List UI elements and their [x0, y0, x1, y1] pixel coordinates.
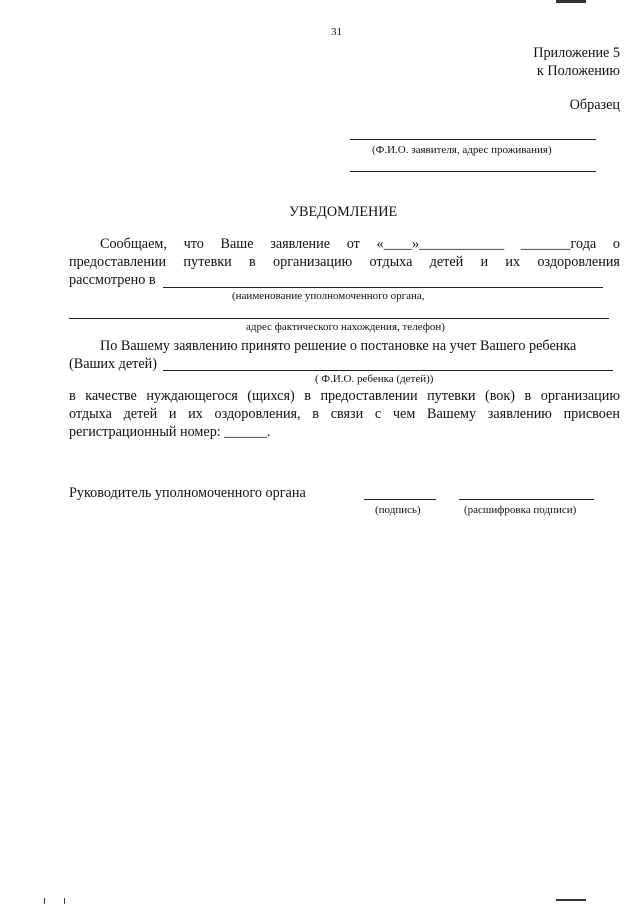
authority-address-line	[69, 318, 609, 319]
para1-word: Сообщаем,	[100, 236, 167, 252]
para2-word: в	[524, 388, 532, 404]
child-caption: ( Ф.И.О. ребенка (детей))	[315, 373, 434, 385]
head-of-authority-label: Руководитель уполномоченного органа	[69, 485, 306, 501]
regulation-label: к Положению	[536, 63, 620, 79]
para2-word: и	[168, 406, 177, 422]
para2-word: качестве	[85, 388, 137, 404]
sample-label: Образец	[569, 97, 620, 113]
para2-word: связи	[330, 406, 364, 422]
para1-word: о	[612, 236, 620, 252]
authority-name-line	[163, 287, 603, 288]
para2-word: оздоровления,	[214, 406, 301, 422]
authority-caption: (наименование уполномоченного органа,	[232, 290, 425, 302]
para2-word: детей	[123, 406, 158, 422]
para2-word: в	[69, 388, 76, 404]
para1-word: что	[183, 236, 204, 252]
para2-word: в	[312, 406, 319, 422]
document-title: УВЕДОМЛЕНИЕ	[289, 204, 398, 220]
para2-word: присвоен	[563, 406, 620, 422]
para1-word: Ваше	[220, 236, 254, 252]
para1-word: предоставлении	[69, 254, 167, 270]
application-year-field: _______года	[520, 236, 597, 252]
para2-line4	[69, 405, 620, 423]
scan-mark-bottom-right	[556, 899, 586, 901]
para2-word: Вашему	[427, 406, 477, 422]
applicant-caption: (Ф.И.О. заявителя, адрес проживания)	[372, 144, 552, 156]
para2-word: заявлению	[487, 406, 552, 422]
para2-word: отдыха	[69, 406, 112, 422]
applicant-name-line	[350, 139, 596, 140]
para1-word: отдыха	[369, 254, 413, 270]
para1-word: детей	[429, 254, 464, 270]
scan-mark-top	[556, 0, 586, 3]
para2-word: чем	[392, 406, 416, 422]
para2-word: нуждающегося	[146, 388, 238, 404]
scan-mark-bottom-left	[44, 898, 45, 904]
para2-word: в	[304, 388, 311, 404]
child-name-line	[163, 370, 613, 371]
para1-word: оздоровления	[537, 254, 620, 270]
para2-word: их	[188, 406, 203, 422]
page-number: 31	[331, 26, 342, 38]
para1-word: и	[480, 254, 489, 270]
para2-word: предоставлении	[320, 388, 418, 404]
appendix-label: Приложение 5	[533, 45, 620, 61]
para2-word: с	[374, 406, 382, 422]
applicant-address-line	[350, 171, 596, 172]
para2-line3	[69, 387, 620, 405]
application-date-field: «____»____________	[376, 236, 505, 252]
para1-word: их	[505, 254, 521, 270]
para2-word: организацию	[540, 388, 620, 404]
scan-mark-bottom-left-2	[64, 898, 65, 904]
para1-word: путевки	[183, 254, 232, 270]
para1-word: заявление	[270, 236, 331, 252]
para1-word: в	[249, 254, 256, 270]
para1-line2	[69, 253, 620, 271]
para1-line1	[100, 235, 620, 253]
considered-label: рассмотрено в	[69, 272, 156, 288]
registration-number: регистрационный номер: ______.	[69, 424, 271, 440]
signature-decoding-caption: (расшифровка подписи)	[464, 504, 577, 516]
para1-word: от	[346, 236, 360, 252]
para2-word: путевки	[427, 388, 476, 404]
para2-word: (щихся)	[247, 388, 295, 404]
para1-word: организацию	[273, 254, 353, 270]
signature-line	[364, 499, 436, 500]
para2-word: (вок)	[484, 388, 516, 404]
authority-address-caption: адрес фактического нахождения, телефон)	[246, 321, 445, 333]
signature-decoding-line	[459, 499, 594, 500]
para2-line1: По Вашему заявлению принято решение о постановке на учет Вашего ребенка	[100, 338, 577, 354]
signature-caption: (подпись)	[375, 504, 421, 516]
children-label: (Ваших детей)	[69, 356, 157, 372]
